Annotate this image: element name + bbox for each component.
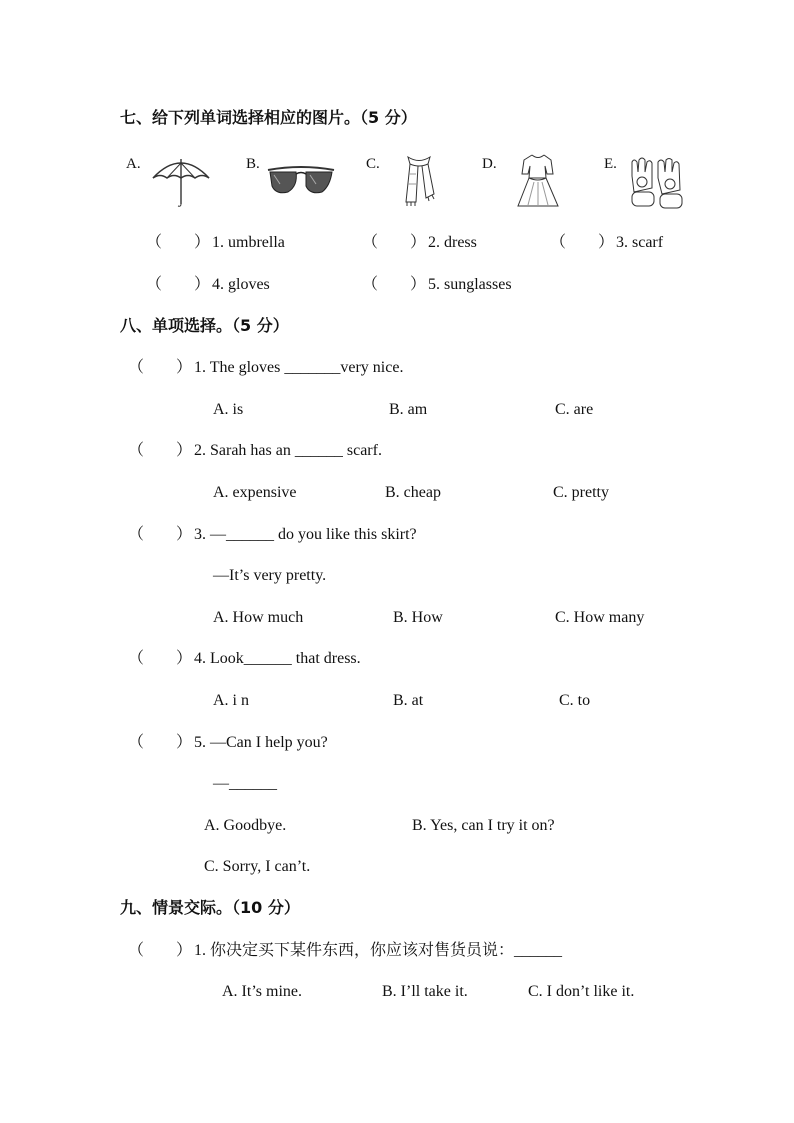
answer-paren-close: ） xyxy=(194,276,211,293)
picture-label-b: B. xyxy=(246,156,260,172)
picture-label-a: A. xyxy=(126,156,141,172)
answer-paren-close: ） xyxy=(176,526,193,543)
question-1-text: 1. The gloves _______very nice. xyxy=(194,359,404,376)
answer-paren-open: （ xyxy=(362,276,379,293)
q3-option-b: B. How xyxy=(393,609,443,626)
dress-icon xyxy=(514,152,562,210)
answer-paren-open: （ xyxy=(128,942,145,959)
picture-label-d: D. xyxy=(482,156,497,172)
word-sunglasses: 5. sunglasses xyxy=(428,276,512,293)
question-5-reply: —______ xyxy=(213,775,277,792)
answer-paren-open: （ xyxy=(128,359,145,376)
gloves-icon xyxy=(628,154,686,210)
umbrella-icon xyxy=(150,156,212,208)
q5-option-c: C. Sorry, I can’t. xyxy=(204,858,311,875)
answer-paren-close: ） xyxy=(176,942,193,959)
word-gloves: 4. gloves xyxy=(212,276,270,293)
answer-paren-open: （ xyxy=(128,734,145,751)
answer-paren-open: （ xyxy=(128,442,145,459)
q2-option-b: B. cheap xyxy=(385,484,441,501)
section-7-title: 七、给下列单词选择相应的图片。（5 分） xyxy=(120,108,417,127)
q5-option-b: B. Yes, can I try it on? xyxy=(412,817,555,834)
question-3-reply: —It’s very pretty. xyxy=(213,567,327,584)
answer-paren-close: ） xyxy=(176,442,193,459)
answer-paren-open: （ xyxy=(146,276,163,293)
q4-option-a: A. i n xyxy=(213,692,249,709)
scarf-icon xyxy=(398,154,440,208)
answer-paren-open: （ xyxy=(128,526,145,543)
word-umbrella: 1. umbrella xyxy=(212,234,285,251)
answer-paren-close: ） xyxy=(598,234,615,251)
q1-option-c: C. are xyxy=(555,401,594,418)
word-scarf: 3. scarf xyxy=(616,234,664,251)
q9-1-option-a: A. It’s mine. xyxy=(222,983,302,1000)
q3-option-a: A. How much xyxy=(213,609,304,626)
answer-paren-open: （ xyxy=(146,234,163,251)
answer-paren-open: （ xyxy=(550,234,567,251)
answer-paren-open: （ xyxy=(362,234,379,251)
answer-paren-close: ） xyxy=(410,276,427,293)
picture-label-c: C. xyxy=(366,156,380,172)
question-3-text: 3. —______ do you like this skirt? xyxy=(194,526,417,543)
q1-option-b: B. am xyxy=(389,401,428,418)
q5-option-a: A. Goodbye. xyxy=(204,817,287,834)
answer-paren-close: ） xyxy=(176,650,193,667)
q1-option-a: A. is xyxy=(213,401,244,418)
picture-label-e: E. xyxy=(604,156,617,172)
answer-paren-open: （ xyxy=(128,650,145,667)
q2-option-a: A. expensive xyxy=(213,484,297,501)
q4-option-c: C. to xyxy=(559,692,591,709)
answer-paren-close: ） xyxy=(194,234,211,251)
answer-paren-close: ） xyxy=(176,359,193,376)
q2-option-c: C. pretty xyxy=(553,484,609,501)
section-8-title: 八、单项选择。（5 分） xyxy=(120,316,289,335)
section-9-title: 九、情景交际。（10 分） xyxy=(120,898,300,917)
question-2-text: 2. Sarah has an ______ scarf. xyxy=(194,442,382,459)
word-dress: 2. dress xyxy=(428,234,477,251)
q9-1-option-b: B. I’ll take it. xyxy=(382,983,468,1000)
q4-option-b: B. at xyxy=(393,692,424,709)
question-5-text: 5. —Can I help you? xyxy=(194,734,328,751)
answer-paren-close: ） xyxy=(410,234,427,251)
question-4-text: 4. Look______ that dress. xyxy=(194,650,361,667)
answer-paren-close: ） xyxy=(176,734,193,751)
question-9-1-text: 1. 你决定买下某件东西，你应该对售货员说：______ xyxy=(194,942,563,959)
sunglasses-icon xyxy=(266,164,336,198)
q9-1-option-c: C. I don’t like it. xyxy=(528,983,635,1000)
q3-option-c: C. How many xyxy=(555,609,645,626)
